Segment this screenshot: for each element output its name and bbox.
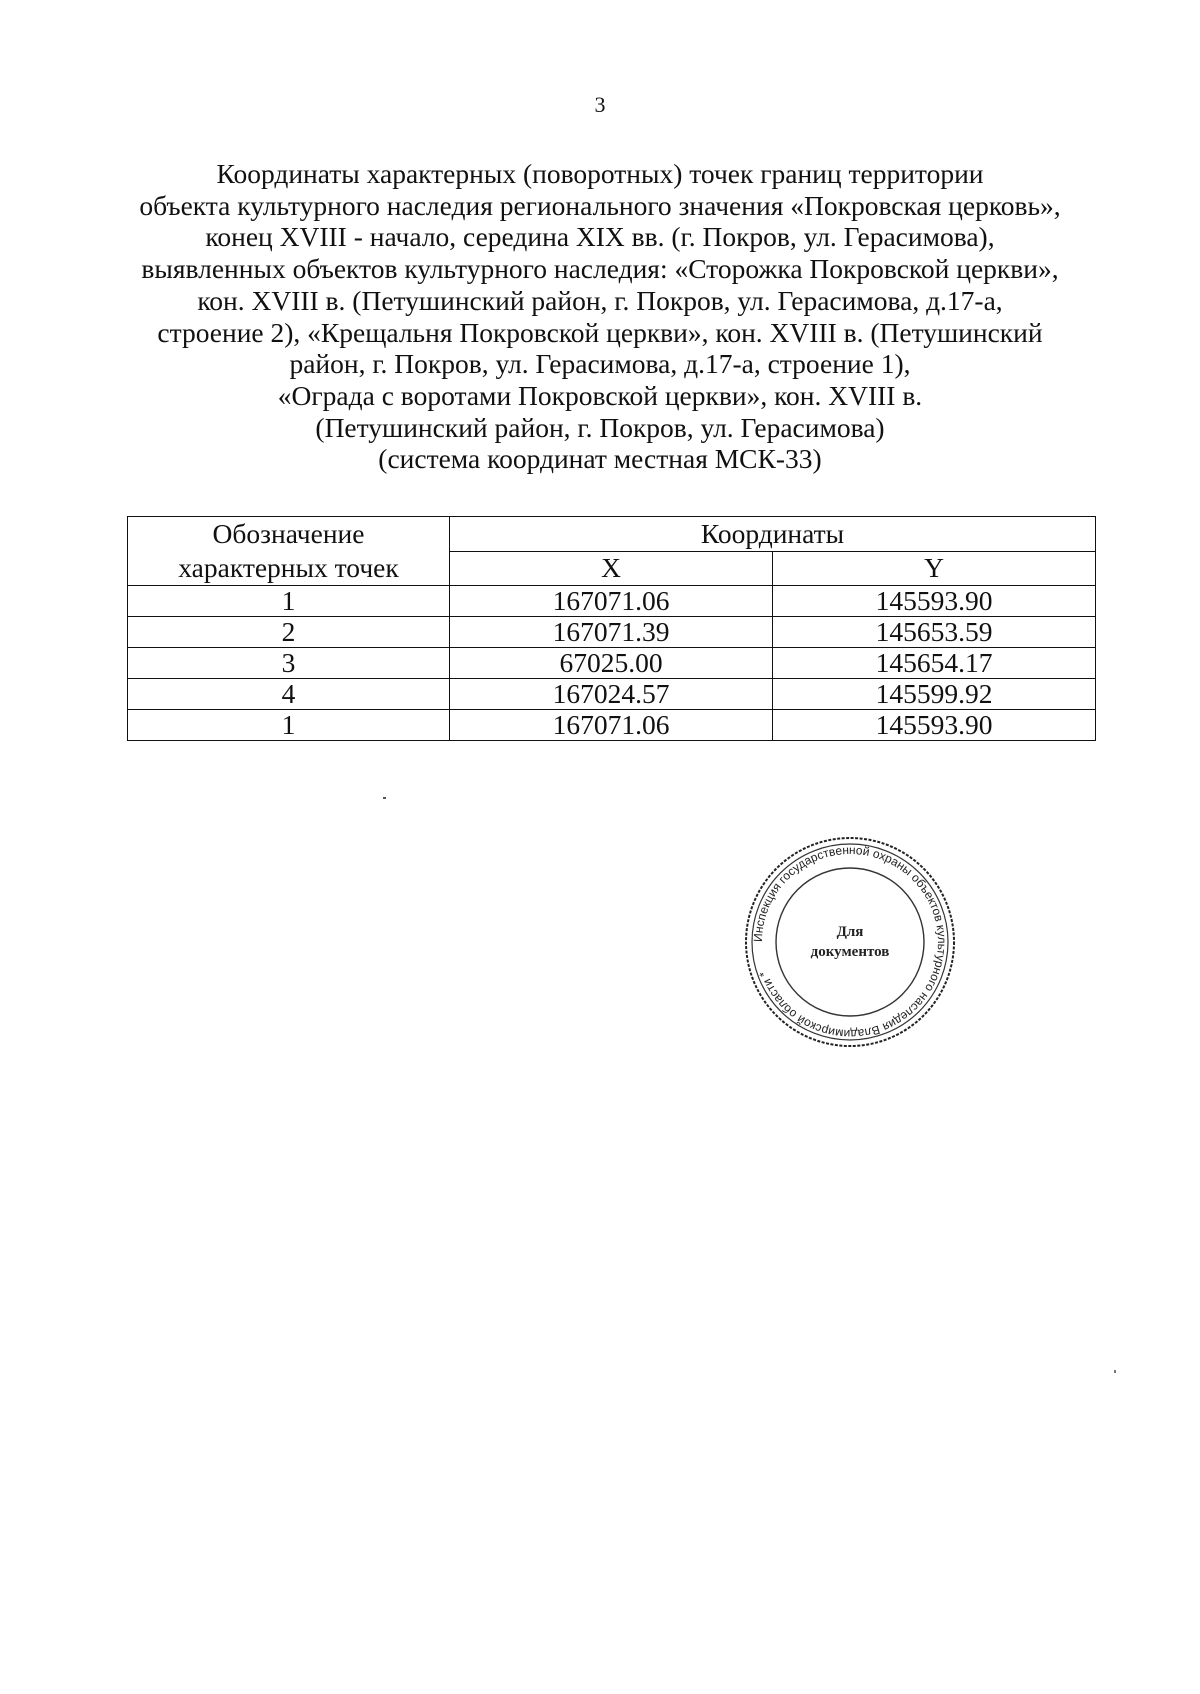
heading-line-2: объекта культурного наследия регионального значения «Покровская церковь», <box>139 189 1061 221</box>
page-number: 3 <box>594 92 606 117</box>
y-cell: 145593.90 <box>773 710 1096 741</box>
point-cell: 1 <box>128 586 450 617</box>
heading-line-5: кон. XVIII в. (Петушинский район, г. Покров, ул. Герасимова, д.17-а, <box>197 284 1003 316</box>
point-cell: 2 <box>128 617 450 648</box>
stamp-center-line1: Для <box>836 924 864 940</box>
x-cell: 167071.06 <box>450 586 773 617</box>
document-heading <box>100 158 1100 475</box>
point-cell: 1 <box>128 710 450 741</box>
scan-speck <box>383 797 386 799</box>
x-column-header: X <box>450 551 773 586</box>
points-column-header <box>128 517 450 586</box>
table-row <box>128 648 1096 679</box>
heading-line-6: строение 2), «Крещальня Покровской церкви», кон. XVIII в. (Петушинский <box>157 316 1043 348</box>
stamp-ring-text-path: Инспекция государственной охраны объектов культурного наследия Владимирской области * <box>750 842 950 1042</box>
point-cell: 4 <box>128 679 450 710</box>
table-row <box>128 617 1096 648</box>
x-cell: 167071.06 <box>450 710 773 741</box>
heading-line-1: Координаты характерных (поворотных) точек границ территории <box>216 158 984 189</box>
x-cell: 167024.57 <box>450 679 773 710</box>
heading-line-3: конец XVIII - начало, середина XIX вв. (г. Покров, ул. Герасимова), <box>205 221 995 253</box>
heading-line-10: (система координат местная МСК-33) <box>378 443 822 475</box>
heading-line-4: выявленных объектов культурного наследия: «Сторожка Покровской церкви», <box>141 253 1059 285</box>
stamp-rings <box>746 838 954 1046</box>
x-cell: 67025.00 <box>450 648 773 679</box>
y-column-header: Y <box>773 551 1096 586</box>
coordinates-table <box>127 516 1096 741</box>
y-cell: 145653.59 <box>773 617 1096 648</box>
heading-line-9: (Петушинский район, г. Покров, ул. Герасимова) <box>315 411 885 443</box>
stamp-center-line2: документов <box>810 944 890 960</box>
coordinates-column-header: Координаты <box>450 517 1096 552</box>
points-header-line1: Обозначение <box>212 518 365 549</box>
heading-line-8: «Ограда с воротами Покровской церкви», кон. XVIII в. <box>277 379 923 411</box>
y-cell: 145599.92 <box>773 679 1096 710</box>
point-cell: 3 <box>128 648 450 679</box>
table-row <box>128 679 1096 710</box>
table-header-row <box>128 517 1096 552</box>
scan-speck <box>1114 1370 1116 1373</box>
y-cell: 145654.17 <box>773 648 1096 679</box>
official-stamp <box>740 832 960 1052</box>
points-header-line2: характерных точек <box>178 552 399 583</box>
table-row <box>128 710 1096 741</box>
table-row <box>128 586 1096 617</box>
x-cell: 167071.39 <box>450 617 773 648</box>
y-cell: 145593.90 <box>773 586 1096 617</box>
heading-line-7: район, г. Покров, ул. Герасимова, д.17-а, строение 1), <box>289 348 911 380</box>
